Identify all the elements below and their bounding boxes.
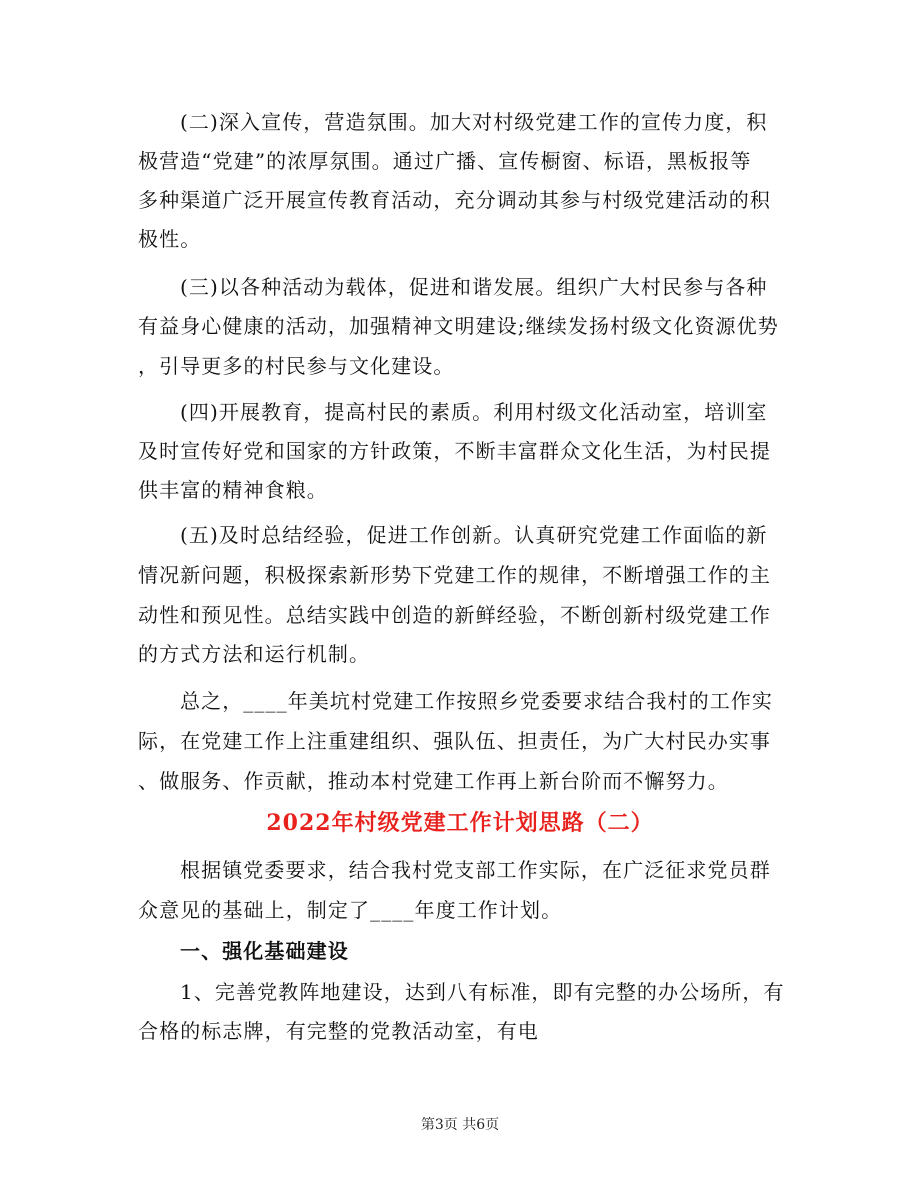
paragraph-line: 、做服务、作贡献，推动本村党建工作再上新台阶而不懈努力。 bbox=[138, 769, 729, 793]
paragraph-line: 多种渠道广泛开展宣传教育活动，充分调动其参与村级党建活动的积 bbox=[138, 188, 771, 212]
item-line: 1、完善党教阵地建设，达到八有标准，即有完整的办公场所，有 bbox=[180, 980, 785, 1004]
paragraph-line: 极性。 bbox=[138, 227, 202, 251]
paragraph-line: (四)开展教育，提高村民的素质。利用村级文化活动室，培训室 bbox=[180, 400, 768, 424]
paragraph-line: 极营造“党建”的浓厚氛围。通过广播、宣传橱窗、标语，黑板报等 bbox=[138, 149, 752, 173]
paragraph-line: 及时宣传好党和国家的方针政策，不断丰富群众文化生活，为村民提 bbox=[138, 439, 771, 463]
page-number: 第3页 共6页 bbox=[420, 1117, 500, 1133]
paragraph-line: (二)深入宣传，营造氛围。加大对村级党建工作的宣传力度，积 bbox=[180, 110, 768, 134]
paragraph-line: ，引导更多的村民参与文化建设。 bbox=[138, 354, 455, 378]
paragraph-line: 情况新问题，积极探索新形势下党建工作的规律，不断增强工作的主 bbox=[138, 563, 771, 587]
paragraph-line: (三)以各种活动为载体，促进和谐发展。组织广大村民参与各种 bbox=[180, 275, 768, 299]
paragraph-line: 的方式方法和运行机制。 bbox=[138, 642, 371, 666]
paragraph-line: 供丰富的精神食粮。 bbox=[138, 478, 328, 502]
intro-line: 众意见的基础上，制定了____年度工作计划。 bbox=[138, 898, 563, 922]
section-title: 2022年村级党建工作计划思路（二） bbox=[266, 810, 654, 836]
item-line: 合格的标志牌，有完整的党教活动室，有电 bbox=[138, 1019, 539, 1043]
paragraph-line: (五)及时总结经验，促进工作创新。认真研究党建工作面临的新 bbox=[180, 523, 768, 547]
paragraph-line: 动性和预见性。总结实践中创造的新鲜经验，不断创新村级党建工作 bbox=[138, 603, 771, 627]
intro-line: 根据镇党委要求，结合我村党支部工作实际，在广泛征求党员群 bbox=[180, 858, 771, 882]
paragraph-line: 总之，____年美坑村党建工作按照乡党委要求结合我村的工作实 bbox=[180, 689, 773, 713]
paragraph-line: 际，在党建工作上注重建组织、强队伍、担责任，为广大村民办实事 bbox=[138, 729, 771, 753]
paragraph-line: 有益身心健康的活动，加强精神文明建设;继续发扬村级文化资源优势 bbox=[138, 314, 779, 338]
section-heading: 一、强化基础建设 bbox=[180, 939, 349, 963]
